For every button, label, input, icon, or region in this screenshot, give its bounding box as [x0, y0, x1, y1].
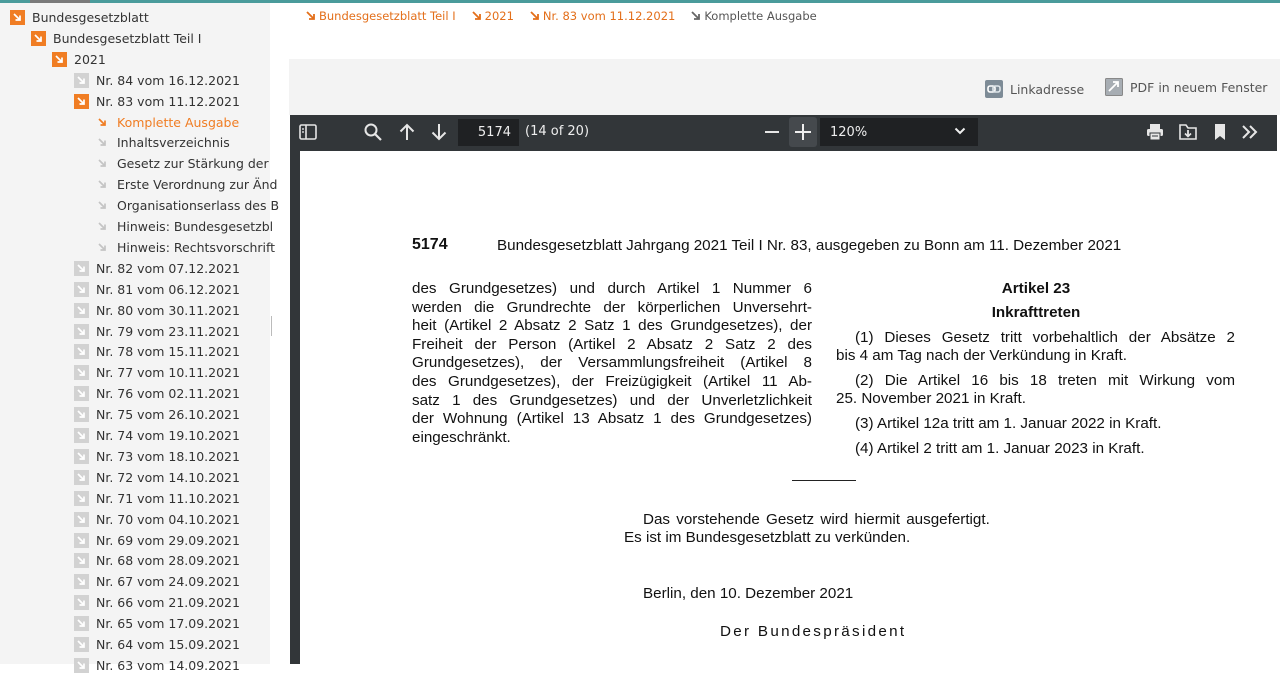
tree-item-label: Inhaltsverzeichnis [117, 135, 230, 151]
paragraph-2-line-2: 25. November 2021 in Kraft. [836, 390, 1026, 407]
arrow-down-right-icon [74, 94, 89, 109]
tree-subitem-active[interactable] [95, 112, 239, 133]
tree-item-issue[interactable] [74, 613, 240, 634]
paragraph-3: (3) Artikel 12a tritt am 1. Januar 2022 in Kraft. [855, 415, 1162, 432]
tree-subitem[interactable] [95, 237, 275, 258]
bookmark-icon[interactable] [1210, 122, 1230, 142]
arrow-down-right-icon [74, 512, 89, 527]
tree-item-label: Nr. 77 vom 10.11.2021 [96, 365, 240, 381]
arrow-down-right-icon [31, 31, 46, 46]
tree-subitem[interactable] [95, 174, 277, 195]
arrow-down-right-icon [74, 616, 89, 631]
arrow-down-right-icon [95, 240, 110, 255]
tree-item-issue[interactable] [74, 300, 240, 321]
arrow-down-right-icon [52, 52, 67, 67]
tree-item-label: Nr. 81 vom 06.12.2021 [96, 281, 240, 297]
arrow-down-right-icon [74, 574, 89, 589]
tree-subitem[interactable] [95, 132, 230, 153]
sidebar-toggle-icon[interactable] [298, 122, 318, 142]
tree-item-issue[interactable] [74, 530, 240, 551]
tree-item-label: Nr. 82 vom 07.12.2021 [96, 260, 240, 276]
tree-item-issue[interactable] [74, 70, 240, 91]
page-number-input[interactable] [458, 119, 519, 146]
pdf-page [300, 151, 1277, 664]
arrow-down-right-icon [74, 407, 89, 422]
body-text-line: heit (Artikel 2 Absatz 2 Satz 1 des Grundgesetzes), der [412, 317, 812, 335]
tree-item-issue[interactable] [74, 571, 240, 592]
tree-item-label: Nr. 78 vom 15.11.2021 [96, 344, 240, 360]
tree-item-label: 2021 [74, 51, 106, 67]
place-date: Berlin, den 10. Dezember 2021 [643, 585, 854, 602]
paragraph-4: (4) Artikel 2 tritt am 1. Januar 2023 in Kraft. [855, 440, 1145, 457]
arrow-down-right-icon [74, 386, 89, 401]
sidebar-tree [0, 3, 280, 673]
tree-item-issue[interactable] [74, 258, 240, 279]
zoom-out-icon[interactable] [762, 122, 782, 142]
arrow-down-right-icon [472, 11, 482, 21]
tree-item-label: Bundesgesetzblatt Teil I [53, 30, 202, 46]
arrow-down-right-icon [74, 324, 89, 339]
plus-icon [789, 117, 817, 147]
breadcrumb-item-current: Komplette Ausgabe [691, 9, 816, 23]
tree-item-label: Nr. 71 vom 11.10.2021 [96, 490, 240, 506]
tree-item-label: Nr. 70 vom 04.10.2021 [96, 511, 240, 527]
tree-item-label: Nr. 76 vom 02.11.2021 [96, 386, 240, 402]
tree-item-issue[interactable] [74, 509, 240, 530]
paragraph-1-line-2: bis 4 am Tag nach der Verkündung in Kraft. [836, 347, 1127, 364]
tree-item-label: Hinweis: Rechtsvorschrift [117, 239, 276, 255]
tree-item-label: Organisationserlass des B [117, 198, 280, 214]
tree-item-label: Nr. 80 vom 30.11.2021 [96, 302, 240, 318]
arrow-down-right-icon [691, 11, 701, 21]
arrow-down-right-icon [74, 73, 89, 88]
arrow-down-right-icon [74, 428, 89, 443]
tree-item-issue[interactable] [74, 655, 240, 676]
tree-item-label: Nr. 73 vom 18.10.2021 [96, 448, 240, 464]
link-address-button[interactable]: Linkadresse [985, 80, 1084, 98]
tree-item-issue[interactable] [74, 341, 240, 362]
tree-item-issue[interactable] [74, 279, 240, 300]
paragraph-2-line-1: (2) Die Artikel 16 bis 18 treten mit Wirkung vom [855, 372, 1235, 389]
zoom-in-button[interactable] [789, 117, 817, 147]
closing-line-1: Das vorstehende Gesetz wird hiermit ausgefertigt. [643, 511, 990, 528]
arrow-down-right-icon [74, 303, 89, 318]
tree-item-label: Nr. 67 vom 24.09.2021 [96, 574, 240, 590]
body-text-line: des Grundgesetzes) und durch Artikel 1 Nummer 6 [412, 280, 812, 297]
tree-item-label: Nr. 75 vom 26.10.2021 [96, 407, 240, 423]
tree-item-label: Nr. 68 vom 28.09.2021 [96, 553, 240, 569]
body-text-line: werden die Grundrechte der körperlichen Unversehrt- [412, 298, 812, 316]
article-title: Inkrafttreten [991, 304, 1081, 321]
tree-subitem[interactable] [95, 153, 269, 174]
separator-rule [792, 480, 856, 481]
closing-line-2: Es ist im Bundesgesetzblatt zu verkünden. [624, 529, 911, 546]
chevron-down-icon [954, 126, 966, 136]
tree-item-label: Nr. 63 vom 14.09.2021 [96, 657, 240, 673]
arrow-down-right-icon [95, 115, 110, 130]
pdf-new-window-button[interactable]: PDF in neuem Fenster [1105, 78, 1267, 96]
tree-item-label: Nr. 69 vom 29.09.2021 [96, 532, 240, 548]
tree-item-label: Nr. 74 vom 19.10.2021 [96, 428, 240, 443]
page-header: Bundesgesetzblatt Jahrgang 2021 Teil I Nr. 83, ausgegeben zu Bonn am 11. Dezember 2021 [497, 237, 1122, 254]
tree-item-year[interactable] [52, 49, 106, 70]
arrow-down-right-icon [74, 282, 89, 297]
sidebar-scroll-marker [271, 316, 272, 336]
tree-item-label: Erste Verordnung zur Änd [117, 177, 278, 193]
tree-item-label: Nr. 83 vom 11.12.2021 [96, 93, 240, 109]
zoom-select[interactable] [820, 118, 978, 146]
breadcrumb-item-teil[interactable]: Bundesgesetzblatt Teil I [306, 9, 456, 23]
tree-item-issue[interactable] [74, 425, 240, 446]
arrow-down-right-icon [95, 156, 110, 171]
page-count: (14 of 20) [525, 124, 590, 139]
arrow-down-right-icon [95, 177, 110, 192]
breadcrumb-item-year[interactable]: 2021 [472, 9, 514, 23]
search-icon[interactable] [363, 122, 383, 142]
article-heading: Artikel 23 [1001, 280, 1071, 297]
tree-item-current-issue[interactable] [74, 91, 240, 112]
arrow-down-right-icon [74, 637, 89, 652]
arrow-down-right-icon [74, 344, 89, 359]
body-text-line: der Wohnung (Artikel 13 Absatz 1 des Grundgesetzes) [412, 410, 812, 428]
paragraph-1-line-1: (1) Dieses Gesetz tritt vorbehaltlich der Absätze 2 [855, 329, 1235, 346]
arrow-down-right-icon [530, 11, 540, 21]
tree-item-issue[interactable] [74, 362, 240, 383]
tree-item-label: Nr. 64 vom 15.09.2021 [96, 637, 240, 652]
breadcrumb [306, 9, 833, 23]
arrow-down-right-icon [74, 553, 89, 568]
tree-item-label: Gesetz zur Stärkung der [117, 156, 269, 172]
arrow-down-right-icon [74, 449, 89, 464]
tree-item-issue[interactable] [74, 321, 240, 342]
arrow-down-right-icon [10, 10, 25, 25]
tree-item-root[interactable] [10, 7, 149, 28]
tree-item-teil[interactable] [31, 28, 202, 49]
tree-item-issue[interactable] [74, 404, 240, 425]
arrow-down-icon[interactable] [429, 122, 449, 142]
arrow-down-right-icon [306, 11, 316, 21]
page-number: 5174 [412, 236, 448, 253]
zoom-value: 120% [830, 124, 868, 140]
tree-item-issue[interactable] [74, 592, 240, 613]
tree-item-label: Nr. 72 vom 14.10.2021 [96, 469, 240, 485]
more-actions-icon[interactable] [1238, 121, 1262, 143]
tree-subitem[interactable] [95, 216, 273, 237]
pdf-toolbar [290, 115, 1277, 149]
body-text-line: satz 1 des Grundgesetzes) und der Unverletzlichkeit [412, 391, 812, 409]
arrow-down-right-icon [74, 491, 89, 506]
breadcrumb-item-issue[interactable]: Nr. 83 vom 11.12.2021 [530, 9, 675, 23]
body-text-line: eingeschränkt. [412, 428, 511, 446]
arrow-down-right-icon [74, 658, 89, 673]
tree-item-label: Nr. 65 vom 17.09.2021 [96, 616, 240, 632]
tree-item-label: Bundesgesetzblatt [32, 10, 149, 25]
tree-item-issue[interactable] [74, 467, 240, 488]
tree-item-label: Nr. 84 vom 16.12.2021 [96, 72, 240, 88]
body-text-line: des Grundgesetzes), der Freizügigkeit (Artikel 11 Ab- [412, 373, 812, 390]
tree-item-label: Hinweis: Bundesgesetzbl [117, 219, 274, 234]
tree-subitem[interactable] [95, 195, 279, 216]
tree-item-issue[interactable] [74, 446, 240, 467]
tree-item-label: Nr. 79 vom 23.11.2021 [96, 323, 240, 339]
arrow-down-right-icon [74, 470, 89, 485]
tree-item-label: Nr. 66 vom 21.09.2021 [96, 595, 240, 611]
tree-item-issue[interactable] [74, 383, 240, 404]
arrow-down-right-icon [74, 365, 89, 380]
body-text-line: Freiheit der Person (Artikel 2 Absatz 2 Satz 2 des [412, 335, 812, 353]
arrow-up-icon[interactable] [397, 122, 417, 142]
tree-item-issue[interactable] [74, 488, 240, 509]
arrow-down-right-icon [95, 198, 110, 213]
tree-item-issue[interactable] [74, 550, 240, 571]
link-icon [985, 80, 1003, 98]
tree-item-label: Komplette Ausgabe [117, 114, 240, 130]
print-icon[interactable] [1145, 122, 1165, 142]
body-text-line: Grundgesetzes), der Versammlungsfreiheit (Artikel 8 [412, 354, 812, 372]
signer-title: Der Bundespräsident [720, 623, 907, 640]
tree-item-issue[interactable] [74, 634, 240, 655]
download-icon[interactable] [1178, 122, 1198, 142]
pdf-window-icon [1105, 78, 1123, 96]
arrow-down-right-icon [74, 595, 89, 610]
arrow-down-right-icon [95, 135, 110, 150]
arrow-down-right-icon [74, 261, 89, 276]
arrow-down-right-icon [95, 219, 110, 234]
arrow-down-right-icon [74, 533, 89, 548]
